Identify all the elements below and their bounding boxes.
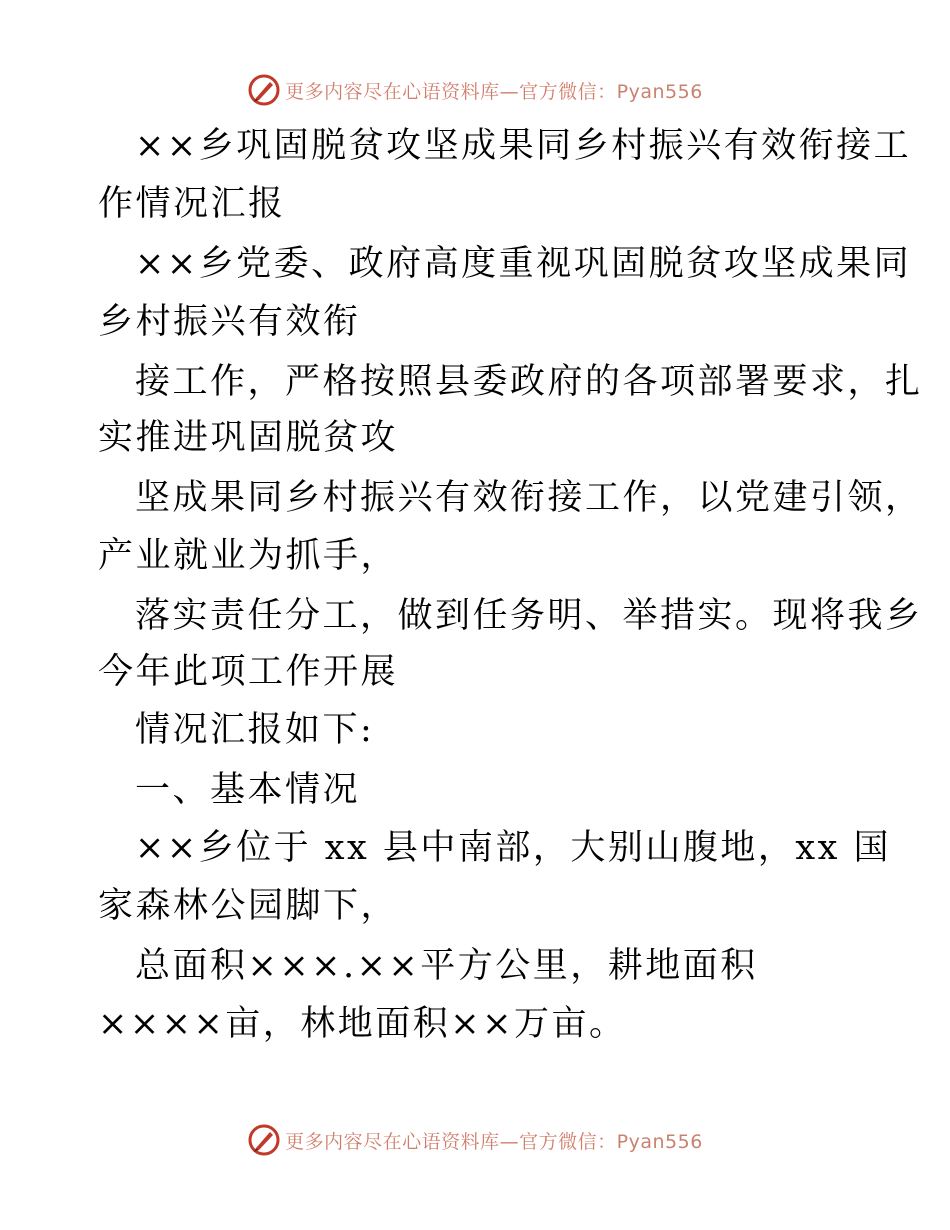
doc-line: 作情况汇报 — [98, 184, 286, 224]
doc-line: 实推进巩固脱贫攻 — [98, 418, 399, 458]
doc-line: 总面积×××.××平方公里，耕地面积 — [135, 946, 758, 986]
doc-line: 今年此项工作开展 — [98, 652, 399, 692]
footer-banner-text: 更多内容尽在心语资料库—官方微信：Pyan556 — [285, 1130, 703, 1153]
footer-banner — [0, 1120, 950, 1160]
doc-line: ××乡党委、政府高度重视巩固脱贫攻坚成果同 — [135, 244, 912, 284]
doc-line: 家森林公园脚下， — [98, 886, 399, 926]
doc-line: 产业就业为抓手， — [98, 536, 399, 576]
doc-line: 落实责任分工，做到任务明、举措实。现将我乡 — [135, 596, 923, 636]
doc-line: ××××亩，林地面积××万亩。 — [98, 1004, 627, 1044]
pen-logo-icon — [247, 73, 281, 107]
doc-line: ××乡巩固脱贫攻坚成果同乡村振兴有效衔接工 — [135, 126, 912, 166]
footer-wechat-id: Pyan556 — [616, 1130, 703, 1153]
header-banner — [0, 70, 950, 110]
doc-line: 乡村振兴有效衔 — [98, 302, 361, 342]
doc-line: 一、基本情况 — [135, 770, 361, 810]
header-wechat-id: Pyan556 — [616, 80, 703, 103]
doc-line: 接工作，严格按照县委政府的各项部署要求，扎 — [135, 362, 923, 402]
pen-logo-icon — [247, 1123, 281, 1157]
doc-line: ××乡位于 xx 县中南部，大别山腹地，xx 国 — [135, 828, 891, 868]
doc-line: 情况汇报如下: — [135, 710, 375, 750]
doc-line: 坚成果同乡村振兴有效衔接工作，以党建引领， — [135, 478, 923, 518]
header-banner-text: 更多内容尽在心语资料库—官方微信：Pyan556 — [285, 80, 703, 103]
